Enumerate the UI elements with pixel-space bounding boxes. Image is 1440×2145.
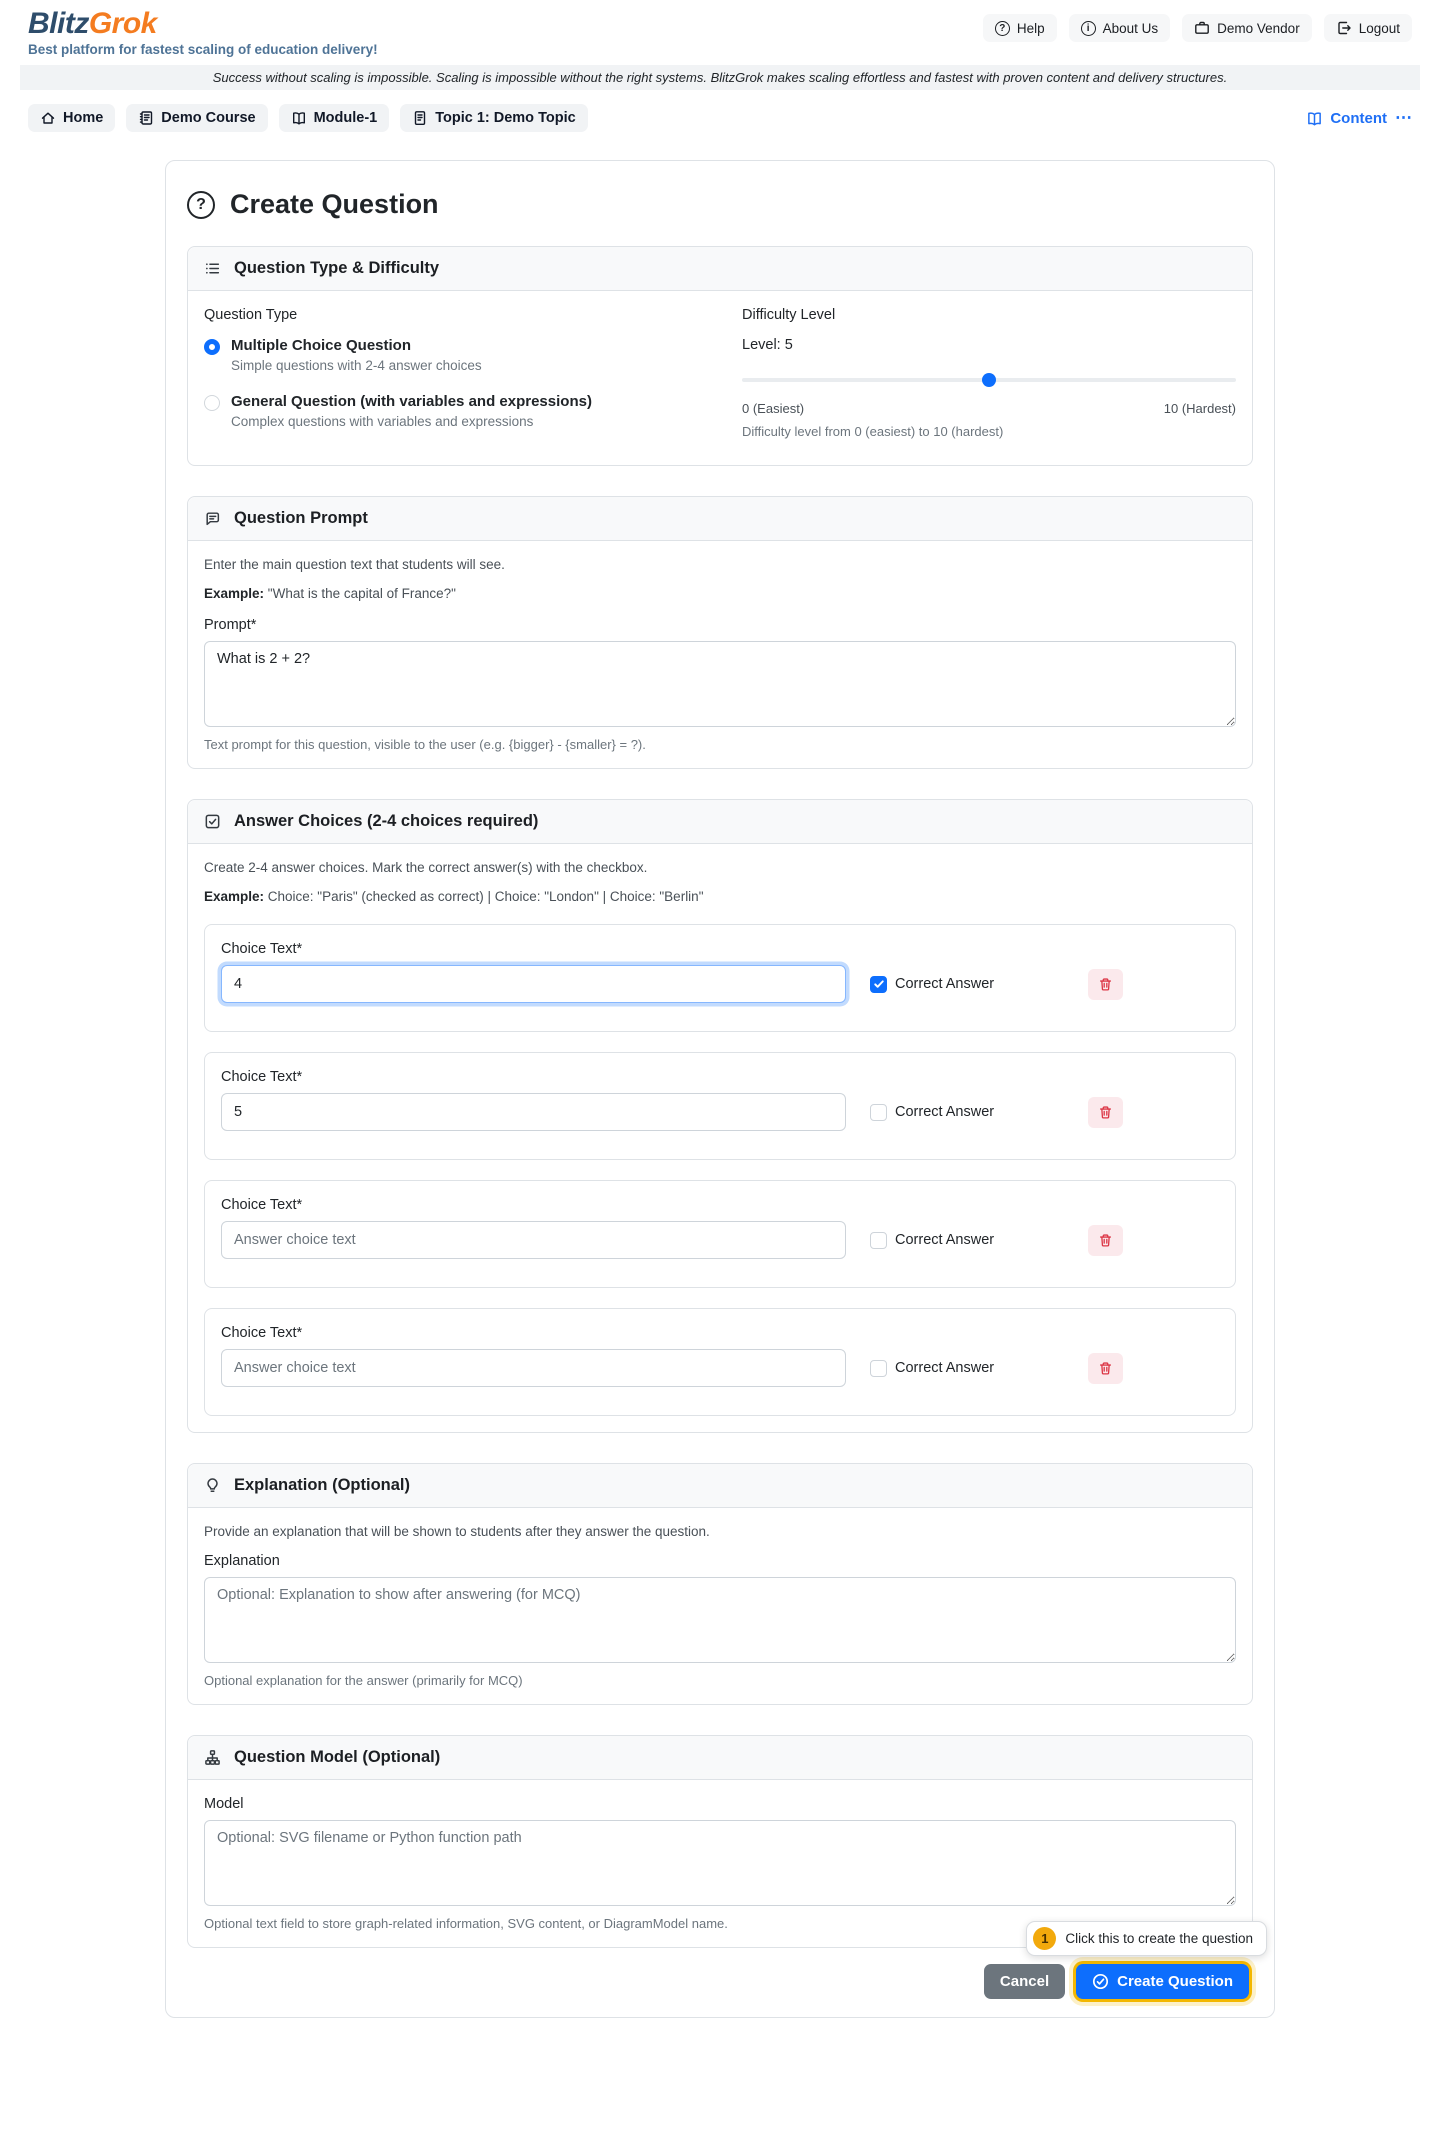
choice-1-input[interactable] bbox=[221, 965, 846, 1003]
breadcrumb bbox=[0, 90, 1440, 132]
briefcase-icon bbox=[1194, 20, 1210, 36]
create-question-card bbox=[165, 160, 1275, 2018]
list-icon bbox=[204, 260, 221, 277]
choice-1-correct-checkbox[interactable] bbox=[870, 976, 887, 993]
radio-general[interactable] bbox=[204, 395, 220, 411]
type-difficulty-body bbox=[188, 291, 1252, 465]
prompt-helper: Text prompt for this question, visible to the user (e.g. {bigger} - {smaller} = ?). bbox=[204, 737, 646, 752]
question-type-column bbox=[204, 307, 698, 449]
explanation-body bbox=[188, 1508, 1252, 1704]
explanation-textarea[interactable] bbox=[204, 1577, 1236, 1663]
explanation-header bbox=[188, 1464, 1252, 1508]
sitemap-icon bbox=[204, 1749, 221, 1766]
type-difficulty-title: Question Type & Difficulty bbox=[234, 259, 440, 277]
about-us-button[interactable] bbox=[1069, 14, 1171, 42]
prompt-example bbox=[204, 586, 1236, 601]
book-icon bbox=[291, 110, 307, 126]
page-title-row bbox=[187, 189, 1253, 220]
type-difficulty-section bbox=[187, 246, 1253, 466]
top-bar bbox=[0, 0, 1440, 61]
choices-example bbox=[204, 889, 1236, 904]
logout-icon bbox=[1336, 20, 1352, 36]
model-section bbox=[187, 1735, 1253, 1948]
logout-label: Logout bbox=[1358, 20, 1400, 36]
breadcrumb-topic-label: Topic 1: Demo Topic bbox=[435, 110, 576, 126]
about-us-label: About Us bbox=[1102, 20, 1159, 36]
logo-part-blitz: Blitz bbox=[28, 7, 89, 40]
choice-1-correct-group[interactable] bbox=[870, 976, 994, 993]
breadcrumb-module[interactable] bbox=[279, 104, 390, 132]
prompt-textarea[interactable] bbox=[204, 641, 1236, 727]
model-field-label: Model bbox=[204, 1796, 244, 1812]
cancel-button[interactable]: Cancel bbox=[984, 1964, 1065, 1999]
demo-vendor-button[interactable] bbox=[1182, 14, 1312, 42]
choices-desc: Create 2-4 answer choices. Mark the correct answer(s) with the checkbox. bbox=[204, 860, 648, 875]
radio-general-desc: Complex questions with variables and expressions bbox=[231, 414, 534, 429]
explanation-desc: Provide an explanation that will be shown to students after they answer the question. bbox=[204, 1524, 710, 1539]
choice-3-delete-button[interactable] bbox=[1088, 1225, 1123, 1256]
prompt-example-text: "What is the capital of France?" bbox=[264, 586, 456, 601]
breadcrumb-module-label: Module-1 bbox=[313, 110, 378, 126]
radio-option-general[interactable] bbox=[204, 393, 698, 429]
radio-general-label: General Question (with variables and expressions) bbox=[231, 393, 592, 410]
answer-choices-header bbox=[188, 800, 1252, 844]
difficulty-label: Difficulty Level bbox=[742, 307, 836, 323]
answer-choices-title: Answer Choices (2-4 choices required) bbox=[234, 812, 539, 830]
choice-4-correct-group[interactable] bbox=[870, 1360, 994, 1377]
choice-1-delete-button[interactable] bbox=[1088, 969, 1123, 1000]
slider-min-label: 0 (Easiest) bbox=[742, 401, 805, 416]
radio-mcq-desc: Simple questions with 2-4 answer choices bbox=[231, 358, 482, 373]
explanation-title: Explanation (Optional) bbox=[234, 1476, 410, 1494]
slider-max-label: 10 (Hardest) bbox=[1163, 401, 1236, 416]
brand-tagline: Best platform for fastest scaling of education delivery! bbox=[28, 42, 378, 57]
breadcrumb-course[interactable] bbox=[126, 104, 267, 132]
breadcrumb-right bbox=[1306, 110, 1412, 127]
page-title: Create Question bbox=[230, 189, 439, 219]
book-open-icon bbox=[1306, 110, 1323, 127]
content-link[interactable] bbox=[1306, 110, 1387, 127]
choice-4-input[interactable] bbox=[221, 1349, 846, 1387]
logo-part-grok: Grok bbox=[88, 7, 157, 40]
explanation-field-label: Explanation bbox=[204, 1553, 280, 1569]
model-helper: Optional text field to store graph-related information, SVG content, or DiagramModel name. bbox=[204, 1916, 728, 1931]
choice-2-label: Choice Text* bbox=[221, 1069, 303, 1085]
info-icon: i bbox=[1081, 21, 1096, 36]
choice-4-delete-button[interactable] bbox=[1088, 1353, 1123, 1384]
prompt-example-label: Example: bbox=[204, 586, 265, 601]
top-nav bbox=[983, 14, 1412, 42]
trash-icon bbox=[1098, 977, 1113, 992]
content-link-label: Content bbox=[1330, 109, 1387, 127]
home-icon bbox=[40, 110, 56, 126]
choices-example-text: Choice: "Paris" (checked as correct) | Choice: "London" | Choice: "Berlin" bbox=[264, 889, 704, 904]
trash-icon bbox=[1098, 1233, 1113, 1248]
create-question-button[interactable] bbox=[1076, 1964, 1249, 1999]
choice-2-correct-group[interactable] bbox=[870, 1104, 994, 1121]
prompt-section bbox=[187, 496, 1253, 769]
more-menu-button[interactable]: ⋯ bbox=[1395, 108, 1412, 127]
breadcrumb-topic[interactable] bbox=[400, 104, 587, 132]
choice-card-1 bbox=[204, 924, 1236, 1032]
type-difficulty-header bbox=[188, 247, 1252, 291]
help-button[interactable] bbox=[983, 14, 1057, 42]
breadcrumb-course-label: Demo Course bbox=[161, 110, 256, 126]
prompt-field-label: Prompt* bbox=[204, 617, 257, 633]
choice-1-correct-label: Correct Answer bbox=[895, 976, 995, 992]
choice-3-correct-group[interactable] bbox=[870, 1232, 994, 1249]
choice-3-input[interactable] bbox=[221, 1221, 846, 1259]
choice-3-correct-checkbox[interactable] bbox=[870, 1232, 887, 1249]
model-textarea[interactable] bbox=[204, 1820, 1236, 1906]
prompt-title: Question Prompt bbox=[234, 509, 368, 527]
answer-choices-body bbox=[188, 844, 1252, 1432]
lightbulb-icon bbox=[204, 1477, 221, 1494]
annotation-tooltip bbox=[1026, 1921, 1267, 1956]
slider-thumb[interactable] bbox=[982, 373, 996, 387]
prompt-body bbox=[188, 541, 1252, 768]
difficulty-level-text: Level: 5 bbox=[742, 337, 793, 353]
chat-bubble-icon bbox=[204, 510, 221, 527]
check-circle-icon bbox=[1092, 1973, 1109, 1990]
choices-example-label: Example: bbox=[204, 889, 265, 904]
choice-4-label: Choice Text* bbox=[221, 1325, 303, 1341]
difficulty-helper: Difficulty level from 0 (easiest) to 10 (hardest) bbox=[742, 424, 1004, 439]
form-actions bbox=[187, 1931, 1253, 1999]
annotation-badge: 1 bbox=[1033, 1927, 1056, 1950]
annotation-text: Click this to create the question bbox=[1065, 1931, 1253, 1946]
question-circle-icon: ? bbox=[187, 191, 215, 219]
model-title: Question Model (Optional) bbox=[234, 1748, 441, 1766]
choice-1-label: Choice Text* bbox=[221, 941, 303, 957]
radio-mcq[interactable] bbox=[204, 339, 220, 355]
model-header bbox=[188, 1736, 1252, 1780]
prompt-header bbox=[188, 497, 1252, 541]
slider-range-labels bbox=[742, 401, 1236, 416]
explanation-helper: Optional explanation for the answer (primarily for MCQ) bbox=[204, 1673, 523, 1688]
create-question-label: Create Question bbox=[1117, 1973, 1233, 1990]
choice-card-4 bbox=[204, 1308, 1236, 1416]
trash-icon bbox=[1098, 1105, 1113, 1120]
journal-icon bbox=[138, 110, 154, 126]
breadcrumb-home[interactable] bbox=[28, 104, 115, 132]
app-logo bbox=[28, 8, 378, 40]
prompt-desc: Enter the main question text that students will see. bbox=[204, 557, 505, 572]
choice-card-3 bbox=[204, 1180, 1236, 1288]
choice-4-correct-label: Correct Answer bbox=[895, 1360, 995, 1376]
answer-choices-section bbox=[187, 799, 1253, 1433]
logout-button[interactable] bbox=[1324, 14, 1412, 42]
question-type-label: Question Type bbox=[204, 307, 298, 323]
file-text-icon bbox=[412, 110, 428, 126]
choice-3-correct-label: Correct Answer bbox=[895, 1232, 995, 1248]
difficulty-column bbox=[742, 307, 1236, 449]
trash-icon bbox=[1098, 1361, 1113, 1376]
choice-3-label: Choice Text* bbox=[221, 1197, 303, 1213]
check-square-icon bbox=[204, 813, 221, 830]
difficulty-slider[interactable] bbox=[742, 373, 1236, 387]
choice-card-2 bbox=[204, 1052, 1236, 1160]
radio-mcq-label: Multiple Choice Question bbox=[231, 337, 412, 354]
marquee-banner: Success without scaling is impossible. Scaling is impossible without the right systems. BlitzGrok makes scaling effortless and fastest with proven content and delivery structures. bbox=[20, 65, 1420, 90]
help-icon: ? bbox=[995, 21, 1010, 36]
explanation-section bbox=[187, 1463, 1253, 1705]
choice-2-input[interactable] bbox=[221, 1093, 846, 1131]
choice-4-correct-checkbox[interactable] bbox=[870, 1360, 887, 1377]
breadcrumb-home-label: Home bbox=[63, 110, 104, 126]
brand-block bbox=[28, 8, 378, 57]
radio-option-mcq[interactable] bbox=[204, 337, 698, 373]
help-label: Help bbox=[1016, 20, 1045, 36]
choice-2-correct-checkbox[interactable] bbox=[870, 1104, 887, 1121]
demo-vendor-label: Demo Vendor bbox=[1217, 20, 1300, 36]
choice-2-correct-label: Correct Answer bbox=[895, 1104, 995, 1120]
choice-2-delete-button[interactable] bbox=[1088, 1097, 1123, 1128]
